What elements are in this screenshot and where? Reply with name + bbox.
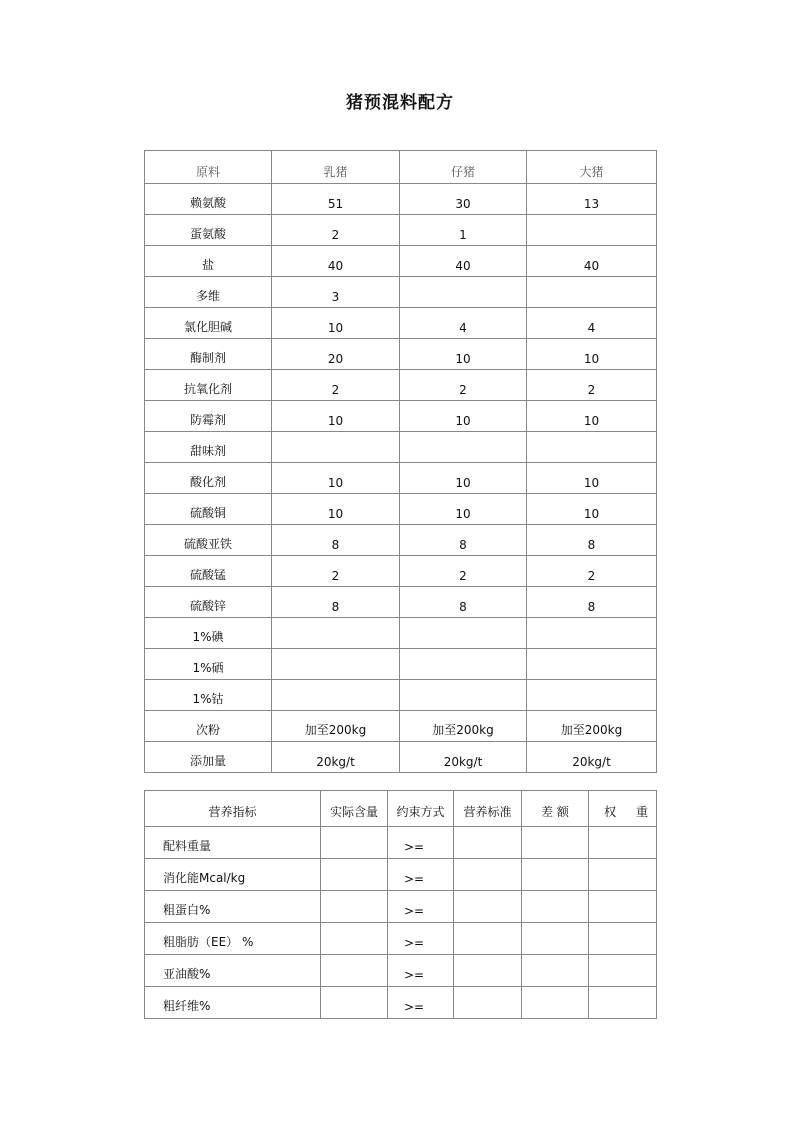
table-row: [145, 432, 657, 463]
amount-cell: 40: [527, 246, 657, 277]
table-row: [145, 987, 657, 1019]
amount-cell: 10: [272, 494, 400, 525]
table-row: [145, 370, 657, 401]
amount-cell: 2: [272, 370, 400, 401]
amount-cell: 加至200kg: [400, 711, 527, 742]
amount-cell: 20kg/t: [527, 742, 657, 773]
amount-cell: 加至200kg: [272, 711, 400, 742]
constraint-cell: >=: [388, 859, 454, 891]
table-row: [145, 827, 657, 859]
ingredient-name: 硫酸锌: [145, 587, 272, 618]
amount-cell: [400, 649, 527, 680]
ingredient-name: 1%硒: [145, 649, 272, 680]
amount-cell: [400, 680, 527, 711]
amount-cell: 加至200kg: [527, 711, 657, 742]
value-cell: [454, 955, 522, 987]
ingredient-name: 多维: [145, 277, 272, 308]
amount-cell: [400, 277, 527, 308]
value-cell: [454, 891, 522, 923]
ingredient-name: 酸化剂: [145, 463, 272, 494]
table-row: [145, 742, 657, 773]
value-cell: [522, 891, 589, 923]
amount-cell: 10: [272, 401, 400, 432]
amount-cell: 8: [400, 587, 527, 618]
ingredient-name: 硫酸锰: [145, 556, 272, 587]
table-row: [145, 891, 657, 923]
value-cell: [522, 827, 589, 859]
amount-cell: [400, 432, 527, 463]
value-cell: [321, 827, 388, 859]
table-row: [145, 401, 657, 432]
amount-cell: 1: [400, 215, 527, 246]
ingredient-name: 1%碘: [145, 618, 272, 649]
amount-cell: [527, 618, 657, 649]
amount-cell: 2: [527, 556, 657, 587]
amount-cell: 8: [400, 525, 527, 556]
amount-cell: [272, 618, 400, 649]
value-cell: [321, 955, 388, 987]
ingredient-name: 硫酸亚铁: [145, 525, 272, 556]
value-cell: [321, 859, 388, 891]
column-header: 权 重: [589, 791, 657, 827]
amount-cell: 2: [527, 370, 657, 401]
amount-cell: 8: [527, 525, 657, 556]
page-title: 猪预混料配方: [346, 93, 454, 113]
table-row: [145, 556, 657, 587]
column-header: 实际含量: [321, 791, 388, 827]
table-row: [145, 246, 657, 277]
ingredient-name: 硫酸铜: [145, 494, 272, 525]
amount-cell: 13: [527, 184, 657, 215]
amount-cell: 8: [272, 587, 400, 618]
table-row: [145, 587, 657, 618]
value-cell: [522, 859, 589, 891]
table-row: [145, 463, 657, 494]
ingredient-name: 酶制剂: [145, 339, 272, 370]
value-cell: [454, 827, 522, 859]
nutrient-name: 亚油酸%: [145, 955, 321, 987]
amount-cell: 10: [272, 463, 400, 494]
amount-cell: 4: [527, 308, 657, 339]
nutrient-name: 粗脂肪（EE） %: [145, 923, 321, 955]
value-cell: [589, 827, 657, 859]
ingredient-name: 次粉: [145, 711, 272, 742]
ingredient-name: 赖氨酸: [145, 184, 272, 215]
amount-cell: 20kg/t: [400, 742, 527, 773]
amount-cell: 8: [272, 525, 400, 556]
amount-cell: 2: [272, 556, 400, 587]
column-header: 大猪: [527, 151, 657, 184]
ingredient-name: 甜味剂: [145, 432, 272, 463]
value-cell: [454, 987, 522, 1019]
amount-cell: 30: [400, 184, 527, 215]
formula-table: [144, 150, 657, 773]
amount-cell: 8: [527, 587, 657, 618]
amount-cell: 10: [272, 308, 400, 339]
amount-cell: 4: [400, 308, 527, 339]
column-header: 营养标准: [454, 791, 522, 827]
nutrition-table: [144, 790, 657, 1019]
amount-cell: 10: [400, 339, 527, 370]
table-row: [145, 525, 657, 556]
amount-cell: [272, 432, 400, 463]
amount-cell: 10: [527, 339, 657, 370]
amount-cell: [527, 649, 657, 680]
value-cell: [589, 955, 657, 987]
value-cell: [589, 923, 657, 955]
amount-cell: 10: [400, 494, 527, 525]
table-row: [145, 339, 657, 370]
table-row: [145, 618, 657, 649]
amount-cell: [400, 618, 527, 649]
amount-cell: 10: [400, 401, 527, 432]
table-row: [145, 923, 657, 955]
amount-cell: 10: [527, 494, 657, 525]
constraint-cell: >=: [388, 987, 454, 1019]
nutrient-name: 消化能Mcal/kg: [145, 859, 321, 891]
column-header: 约束方式: [388, 791, 454, 827]
amount-cell: 40: [400, 246, 527, 277]
table-row: [145, 711, 657, 742]
ingredient-name: 添加量: [145, 742, 272, 773]
column-header: 原料: [145, 151, 272, 184]
column-header: 乳猪: [272, 151, 400, 184]
ingredient-name: 抗氧化剂: [145, 370, 272, 401]
ingredient-name: 1%钴: [145, 680, 272, 711]
constraint-cell: >=: [388, 955, 454, 987]
amount-cell: 10: [527, 463, 657, 494]
value-cell: [321, 891, 388, 923]
amount-cell: 2: [272, 215, 400, 246]
amount-cell: [272, 680, 400, 711]
table-row: [145, 649, 657, 680]
value-cell: [522, 955, 589, 987]
column-header: 仔猪: [400, 151, 527, 184]
table-row: [145, 308, 657, 339]
amount-cell: 40: [272, 246, 400, 277]
amount-cell: [527, 680, 657, 711]
value-cell: [321, 987, 388, 1019]
amount-cell: [527, 277, 657, 308]
amount-cell: [527, 215, 657, 246]
nutrient-name: 粗蛋白%: [145, 891, 321, 923]
amount-cell: 2: [400, 556, 527, 587]
constraint-cell: >=: [388, 827, 454, 859]
value-cell: [454, 859, 522, 891]
amount-cell: [527, 432, 657, 463]
amount-cell: 20kg/t: [272, 742, 400, 773]
value-cell: [589, 891, 657, 923]
table-row: [145, 955, 657, 987]
amount-cell: 10: [527, 401, 657, 432]
column-header: 营养指标: [145, 791, 321, 827]
value-cell: [321, 923, 388, 955]
ingredient-name: 防霉剂: [145, 401, 272, 432]
ingredient-name: 氯化胆碱: [145, 308, 272, 339]
column-header: 差 额: [522, 791, 589, 827]
value-cell: [522, 987, 589, 1019]
value-cell: [589, 987, 657, 1019]
constraint-cell: >=: [388, 891, 454, 923]
formula-header-row: [145, 151, 657, 184]
nutrition-header-row: [145, 791, 657, 827]
amount-cell: 20: [272, 339, 400, 370]
value-cell: [454, 923, 522, 955]
value-cell: [589, 859, 657, 891]
table-row: [145, 277, 657, 308]
ingredient-name: 蛋氨酸: [145, 215, 272, 246]
amount-cell: 10: [400, 463, 527, 494]
ingredient-name: 盐: [145, 246, 272, 277]
amount-cell: 2: [400, 370, 527, 401]
constraint-cell: >=: [388, 923, 454, 955]
amount-cell: 51: [272, 184, 400, 215]
value-cell: [522, 923, 589, 955]
table-row: [145, 184, 657, 215]
nutrient-name: 配料重量: [145, 827, 321, 859]
amount-cell: 3: [272, 277, 400, 308]
table-row: [145, 680, 657, 711]
table-row: [145, 494, 657, 525]
nutrient-name: 粗纤维%: [145, 987, 321, 1019]
table-row: [145, 215, 657, 246]
table-row: [145, 859, 657, 891]
amount-cell: [272, 649, 400, 680]
